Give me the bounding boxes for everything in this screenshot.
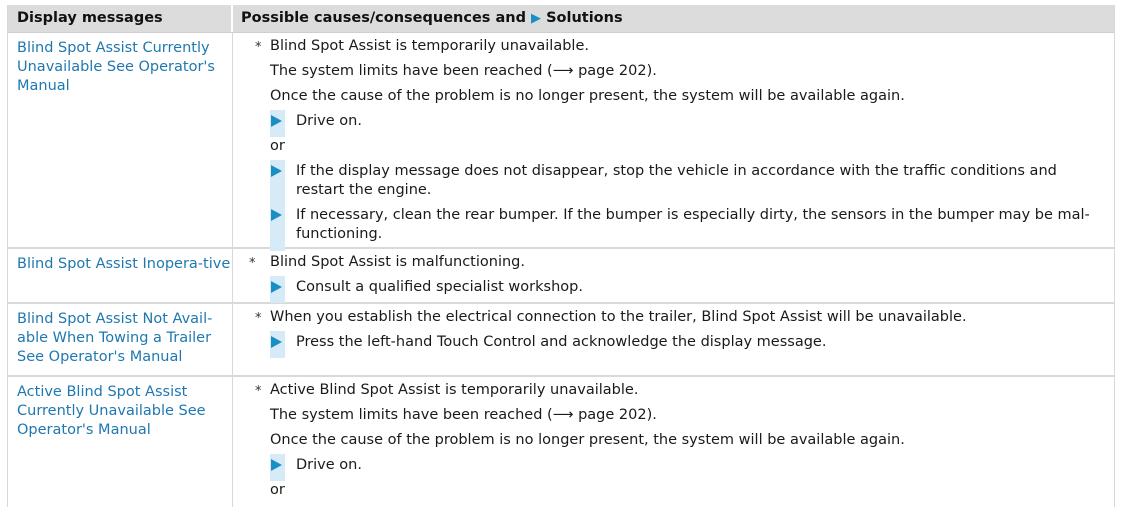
causes-solutions-cell	[233, 33, 1114, 247]
asterisk-icon: *	[255, 40, 262, 55]
display-messages-table	[7, 5, 1115, 507]
step-arrow-icon	[271, 209, 282, 221]
step-arrow-icon	[271, 336, 282, 348]
solution-step: If necessary, clean the rear bumper. If the bumper is especially dirty, the sensors in the bumper may be mal-functioning.	[233, 206, 1102, 244]
step-arrow-icon	[271, 115, 282, 127]
causes-solutions-cell	[233, 377, 1114, 507]
info-line: The system limits have been reached (⟶ page 202).	[270, 63, 657, 79]
info-line: The system limits have been reached (⟶ page 202).	[270, 407, 657, 423]
causes-solutions-cell	[233, 304, 1114, 375]
causes-solutions-cell	[233, 249, 1114, 302]
asterisk-icon: *	[255, 311, 262, 326]
step-arrow-icon	[271, 281, 282, 293]
display-message-text: Blind Spot Assist Not Avail-able When Towing a Trailer See Operator's Manual	[8, 304, 233, 375]
solution-arrow-icon: ▶	[531, 11, 542, 26]
asterisk-icon: *	[249, 256, 256, 271]
table-row	[8, 33, 1114, 249]
solution-step: Drive on.	[233, 112, 1102, 131]
step-arrow-icon	[271, 165, 282, 177]
solution-step: If the display message does not disappear, stop the vehicle in accordance with the traffic conditions and restart the engine.	[233, 162, 1102, 200]
cause-line: * Active Blind Spot Assist is temporarily unavailable.	[255, 382, 639, 399]
display-message-text: Blind Spot Assist Inopera-tive	[8, 249, 233, 302]
cause-line: * Blind Spot Assist is malfunctioning.	[249, 254, 525, 271]
table-row	[8, 377, 1114, 507]
table-header	[8, 5, 1114, 33]
header-display-messages: Display messages	[8, 5, 233, 32]
display-message-text: Active Blind Spot Assist Currently Unavailable See Operator's Manual	[8, 377, 233, 507]
or-text: or	[270, 482, 285, 498]
info-line: Once the cause of the problem is no longer present, the system will be available again.	[270, 88, 905, 104]
display-message-text: Blind Spot Assist Currently Unavailable See Operator's Manual	[8, 33, 233, 247]
table-row	[8, 304, 1114, 377]
header-causes-solutions: Possible causes/consequences and ▶ Solutions	[241, 10, 623, 26]
cause-line: * When you establish the electrical connection to the trailer, Blind Spot Assist will be unavailable.	[255, 309, 967, 326]
solution-step: Press the left-hand Touch Control and acknowledge the display message.	[233, 333, 1102, 352]
step-arrow-icon	[271, 459, 282, 471]
solution-step: Consult a qualified specialist workshop.	[233, 278, 1102, 297]
info-line: Once the cause of the problem is no longer present, the system will be available again.	[270, 432, 905, 448]
asterisk-icon: *	[255, 384, 262, 399]
cause-line: * Blind Spot Assist is temporarily unavailable.	[255, 38, 589, 55]
solution-step: Drive on.	[233, 456, 1102, 475]
table-row	[8, 249, 1114, 304]
or-text: or	[270, 138, 285, 154]
